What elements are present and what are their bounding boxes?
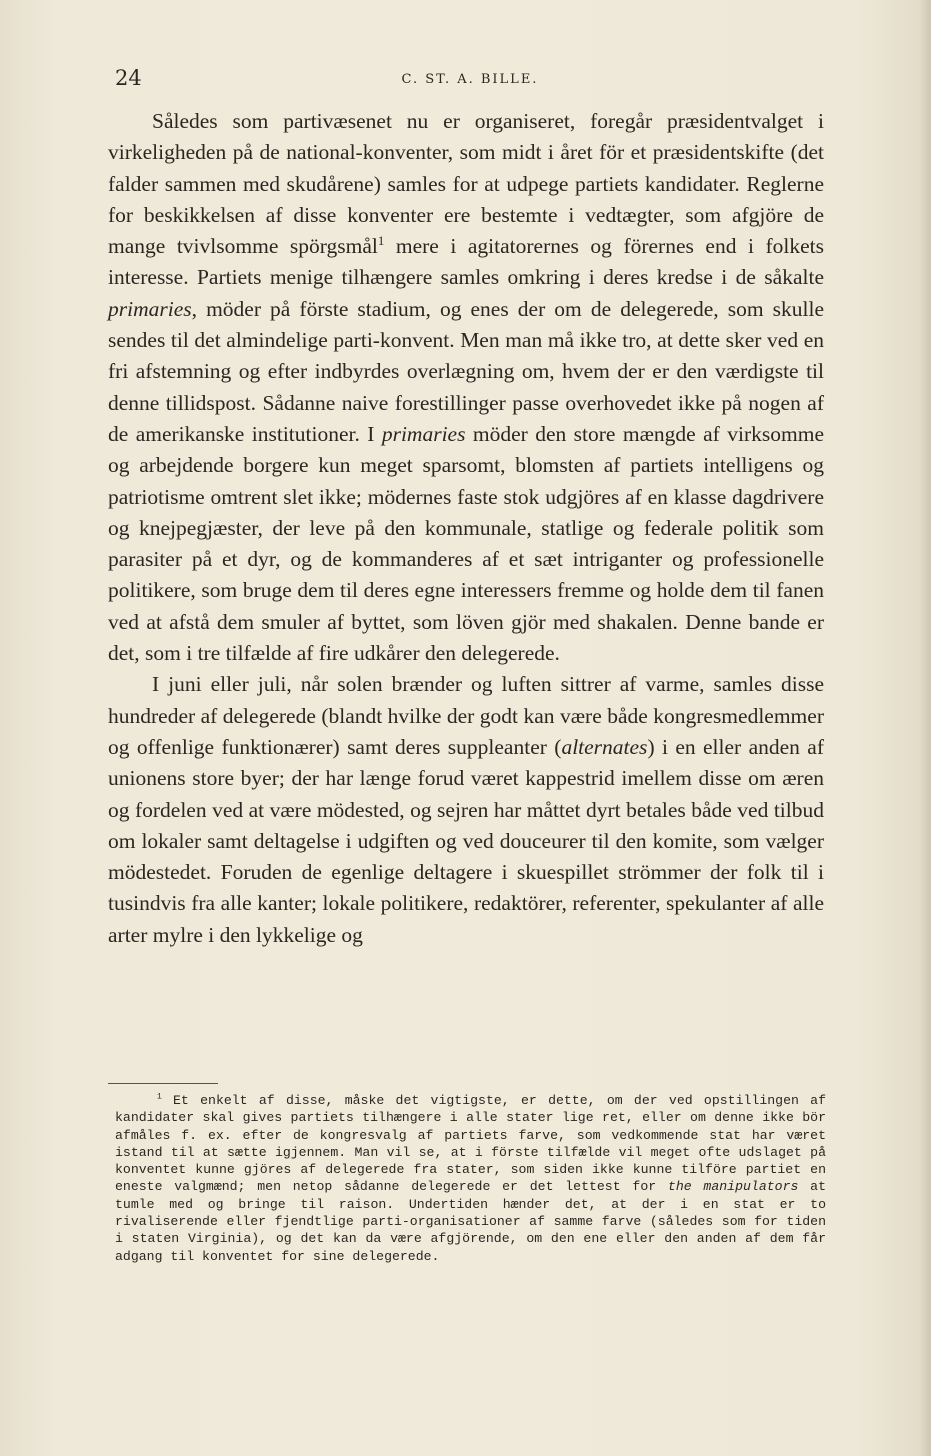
page-number: 24 [115, 66, 142, 90]
footnote: $^1$ Et enkelt af disse, måske det vigtigste, er dette, om der ved opstillingen af kandidater skal gives partiets tilhængere i alle stater lige ret, eller om denne ikke bör afmåles f. ex. efter de kongresvalg af partiets farve, som vedkommende stat har været istand til at sætte igjennem. Man vil se, at i förste tilfælde vil meget ofte udslaget på konventet kunne gjöres af delegerede fra stater, som siden ikke kunne tilföre partiet en eneste valgmænd; men netop sådanne delegerede er det lettest for the manipulators at tumle med og bringe til raison. Undertiden hænder det, at der i en stat er to rivaliserende eller fjendtlige parti-organisationer af samme farve (således som for tiden i staten Virginia), og det kan da være afgjörende, om den ene eller den anden af dem får adgang til konventet for sine delegerede. [115, 1092, 826, 1264]
italic-term: primaries [381, 421, 466, 446]
italic-term: the manipulators [667, 1179, 799, 1195]
page-edge-shadow [919, 0, 931, 1456]
italic-term: primaries [108, 296, 192, 321]
body-text [108, 106, 824, 951]
paragraph-2: I juni eller juli, når solen brænder og luften sittrer af varme, samles disse hundreder af delegerede (blandt hvilke der godt kan være både kongresmedlemmer og offenlige funktionærer) samt deres suppleanter (alternates) i en eller anden af unionens store byer; der har længe forud været kappestrid imellem disse om æren og fordelen ved at være mödested, og sejren har måttet dyrt betales både ved tilbud om lokaler samt deltagelse i udgiften og ved douceurer til den komite, som vælger mödestedet. Foruden de egenlige deltagere i skuespillet strömmer der folk til i tusindvis fra alle kanter; lokale politikere, redaktörer, referenter, spekulanter af alle arter mylre i den lykkelige og [108, 672, 824, 947]
footnote-divider [108, 1083, 218, 1084]
running-head: C. ST. A. BILLE. [401, 72, 539, 87]
italic-term: alternates [561, 734, 648, 759]
paragraph-1: Således som partivæsenet nu er organiseret, foregår præsidentvalget i virkeligheden på de national-konventer, som midt i året för et præsidentskifte (det falder sammen med skudårene) samles for at udpege partiets kandidater. Reglerne for beskikkelsen af disse konventer ere bestemte i vedtægter, som afgjöre de mange tvivlsomme spörgsmål$^1$ mere i agitatorernes og förernes end i folkets interesse. Partiets menige tilhængere samles omkring i deres kredse i de såkalte primaries, möder på förste stadium, og enes der om de delegerede, som skulle sendes til det almindelige parti-konvent. Men man må ikke tro, at dette sker ved en fri afstemning og efter indbyrdes overlægning om, hvem der er den værdigste til denne tillidspost. Sådanne naive forestillinger passe overhovedet ikke på nogen af de amerikanske institutioner. I primaries möder den store mængde af virksomme og arbejdende borgere kun meget sparsomt, blomsten af partiets intelligens og patriotisme omtrent slet ikke; mödernes faste stok udgjöres af en klasse dagdrivere og knejpegjæster, der leve på den kommunale, statlige og federale politik som parasiter på et dyr, og de kommanderes af et sæt intriganter og professionelle politikere, som bruge dem til deres egne interessers fremme og holde dem til fanen ved at afstå dem smuler af byttet, som löven gjör med shakalen. Denne bande er det, som i tre tilfælde af fire udkårer den delegerede. [108, 109, 824, 666]
footnote-reference: 1 [377, 234, 385, 249]
footnote-marker: 1 [157, 1092, 162, 1102]
page-header [115, 66, 825, 96]
